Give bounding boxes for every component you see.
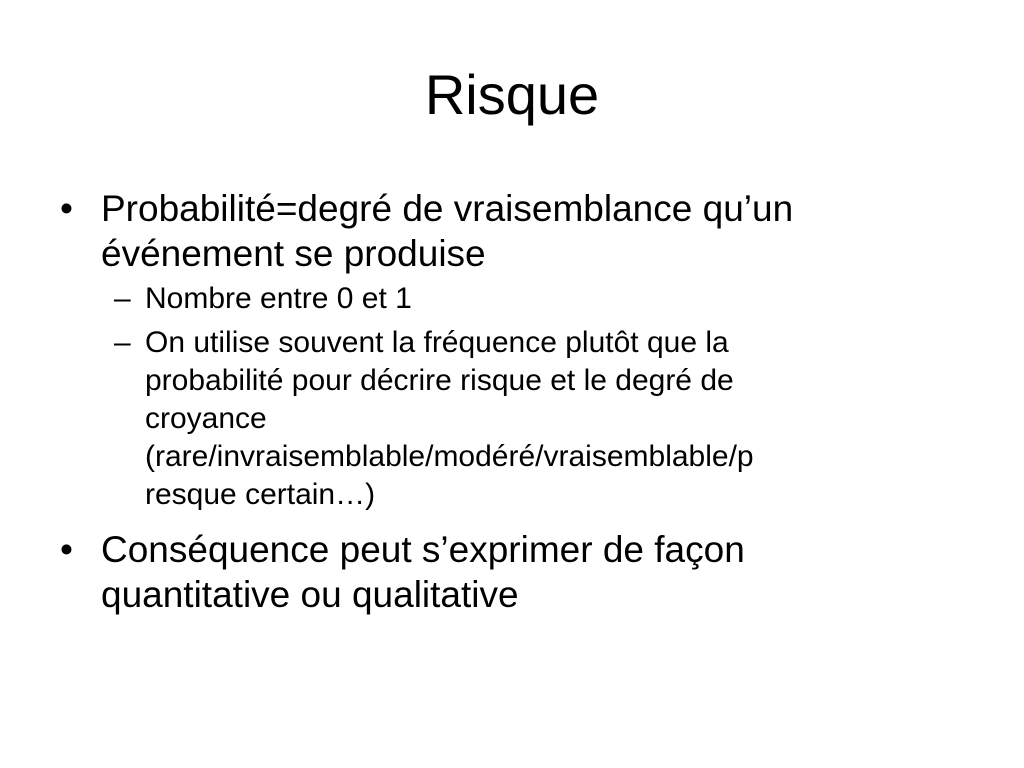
- dash-marker: –: [114, 282, 131, 315]
- sub-bullet-text-line: probabilité pour décrire risque et le degré de: [145, 364, 734, 397]
- slide-title: Risque: [424, 63, 600, 126]
- bullet-item-probabilite: [60, 186, 960, 276]
- sub-bullet-item-frequence: [60, 324, 960, 514]
- sub-bullet-text-line: resque certain…): [145, 478, 376, 511]
- sub-bullet-list: [60, 280, 960, 514]
- sub-bullet-text-line: (rare/invraisemblable/modéré/vraisemblable/p: [145, 440, 754, 473]
- bullet-text-line: événement se produise: [101, 233, 486, 274]
- bullet-text-line: Conséquence peut s’exprimer de façon: [101, 529, 745, 570]
- bullet-item-consequence: [60, 527, 960, 617]
- sub-bullet-text-line: croyance: [145, 402, 267, 435]
- sub-bullet-item-nombre: [60, 280, 960, 318]
- bullet-text-line: Probabilité=degré de vraisemblance qu’un: [101, 188, 794, 229]
- sub-bullet-text-line: Nombre entre 0 et 1: [145, 282, 412, 315]
- bullet-marker: •: [60, 529, 73, 570]
- bullet-marker: •: [60, 188, 73, 229]
- dash-marker: –: [114, 326, 131, 359]
- slide-content: [60, 186, 960, 617]
- sub-bullet-text-line: On utilise souvent la fréquence plutôt que la: [145, 326, 729, 359]
- bullet-text-line: quantitative ou qualitative: [101, 574, 519, 615]
